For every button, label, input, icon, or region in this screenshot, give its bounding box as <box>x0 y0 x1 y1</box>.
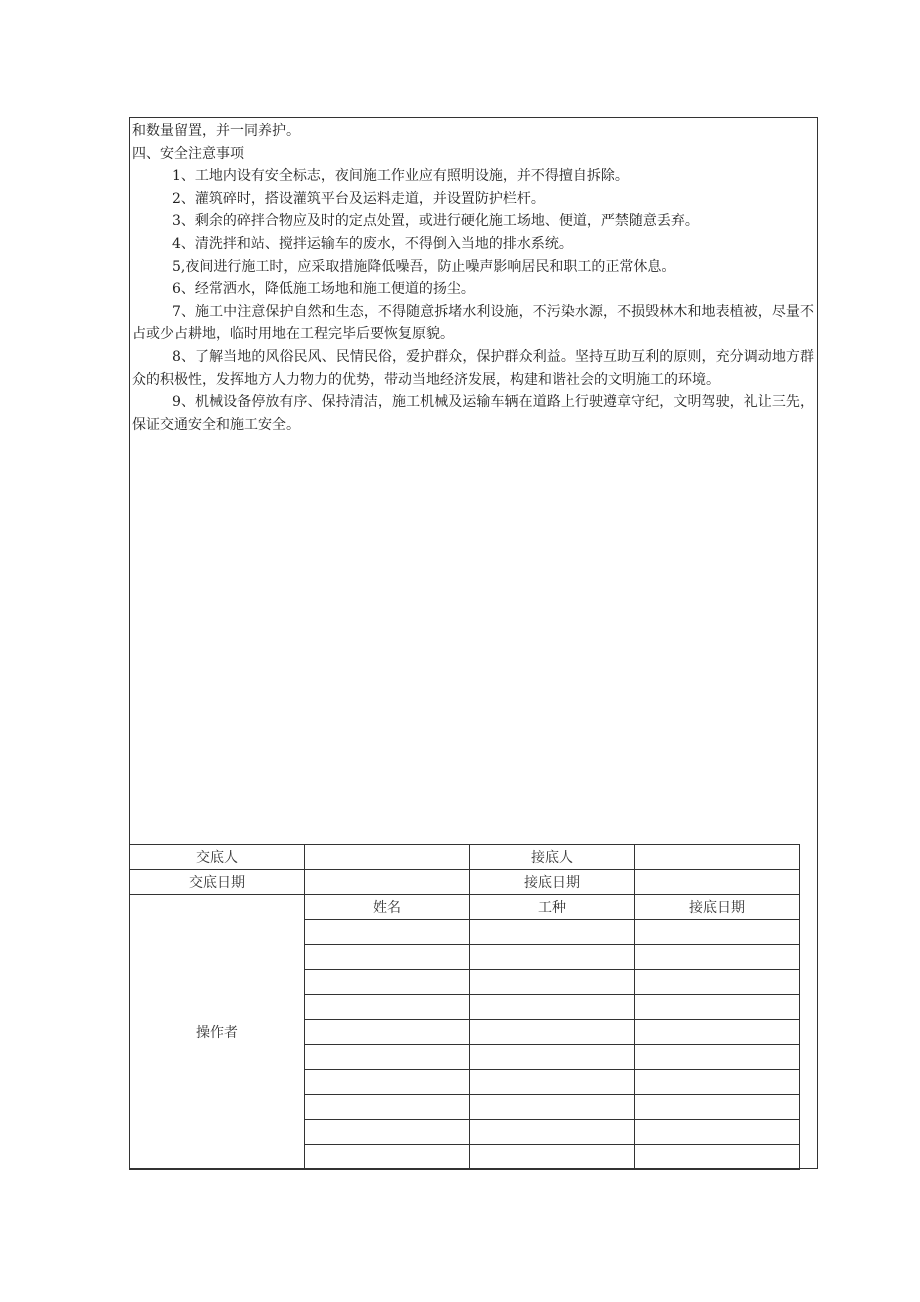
operator-name-cell[interactable] <box>305 1020 470 1045</box>
safety-item-4: 4、清洗拌和站、搅拌运输车的废水，不得倒入当地的排水系统。 <box>172 235 573 252</box>
paragraph-continuation: 和数量留置，并一同养护。 <box>132 123 300 139</box>
operator-date-cell[interactable] <box>635 970 800 995</box>
operator-trade-cell[interactable] <box>470 945 635 970</box>
operator-name-cell[interactable] <box>305 1095 470 1120</box>
operator-trade-cell[interactable] <box>470 1070 635 1095</box>
operator-name-cell[interactable] <box>305 920 470 945</box>
signature-table <box>129 844 800 1170</box>
operator-trade-cell[interactable] <box>470 970 635 995</box>
safety-item-1: 1、工地内设有安全标志，夜间施工作业应有照明设施，并不得擅自拆除。 <box>172 168 629 185</box>
operator-date-cell[interactable] <box>635 920 800 945</box>
operator-date-cell[interactable] <box>635 1120 800 1145</box>
handover-date-label: 交底日期 <box>130 870 305 895</box>
table-row <box>130 845 800 870</box>
safety-notes-text <box>130 119 816 436</box>
handover-person-label: 交底人 <box>130 845 305 870</box>
safety-item-9: 9、机械设备停放有序、保持清洁，施工机械及运输车辆在道路上行驶遵章守纪，文明驾驶，礼让三先，保证交通安全和施工安全。 <box>132 394 814 433</box>
section-heading-safety: 四、安全注意事项 <box>132 145 244 162</box>
handover-person-field[interactable] <box>305 845 470 870</box>
operator-date-cell[interactable] <box>635 1045 800 1070</box>
operator-name-cell[interactable] <box>305 1145 470 1170</box>
operator-name-cell[interactable] <box>305 1070 470 1095</box>
operator-name-cell[interactable] <box>305 970 470 995</box>
operator-trade-cell[interactable] <box>470 920 635 945</box>
handover-date-field[interactable] <box>305 870 470 895</box>
operator-trade-cell[interactable] <box>470 1145 635 1170</box>
receiver-date-label: 接底日期 <box>470 870 635 895</box>
operator-name-cell[interactable] <box>305 995 470 1020</box>
document-frame <box>129 117 818 1169</box>
operator-trade-cell[interactable] <box>470 1020 635 1045</box>
safety-item-8: 8、了解当地的风俗民风、民情民俗，爱护群众，保护群众利益。坚持互助互利的原则，充分调动地方群众的积极性，发挥地方人力物力的优势，带动当地经济发展，构建和谐社会的文明施工的环境。 <box>132 348 814 388</box>
operator-trade-cell[interactable] <box>470 1045 635 1070</box>
safety-item-6: 6、经常洒水，降低施工场地和施工便道的扬尘。 <box>172 281 475 298</box>
column-header-trade: 工种 <box>470 895 635 920</box>
operators-label: 操作者 <box>130 895 305 1170</box>
receiver-date-field[interactable] <box>635 870 800 895</box>
operator-name-cell[interactable] <box>305 1120 470 1145</box>
table-row <box>130 895 800 920</box>
operator-trade-cell[interactable] <box>470 1120 635 1145</box>
operator-date-cell[interactable] <box>635 1020 800 1045</box>
column-header-receive-date: 接底日期 <box>635 895 800 920</box>
safety-item-5: 5,夜间进行施工时，应采取措施降低噪吾，防止噪声影响居民和职工的正常休息。 <box>172 258 676 275</box>
column-header-name: 姓名 <box>305 895 470 920</box>
operator-name-cell[interactable] <box>305 1045 470 1070</box>
receiver-person-field[interactable] <box>635 845 800 870</box>
safety-item-2: 2、灌筑碎时，搭设灌筑平台及运料走道，并设置防护栏杆。 <box>172 190 545 207</box>
operator-date-cell[interactable] <box>635 945 800 970</box>
receiver-person-label: 接底人 <box>470 845 635 870</box>
safety-item-3: 3、剩余的碎拌合物应及时的定点处置，或进行硬化施工场地、便道，严禁随意丢弃。 <box>172 213 699 230</box>
table-row <box>130 870 800 895</box>
operator-trade-cell[interactable] <box>470 1095 635 1120</box>
operator-date-cell[interactable] <box>635 995 800 1020</box>
operator-date-cell[interactable] <box>635 1095 800 1120</box>
operator-date-cell[interactable] <box>635 1145 800 1170</box>
safety-item-7: 7、施工中注意保护自然和生态，不得随意拆堵水利设施，不污染水源，不损毁林木和地表植被，尽量不占或少占耕地，临时用地在工程完毕后要恢复原貌。 <box>132 303 814 343</box>
operator-name-cell[interactable] <box>305 945 470 970</box>
operator-trade-cell[interactable] <box>470 995 635 1020</box>
operator-date-cell[interactable] <box>635 1070 800 1095</box>
